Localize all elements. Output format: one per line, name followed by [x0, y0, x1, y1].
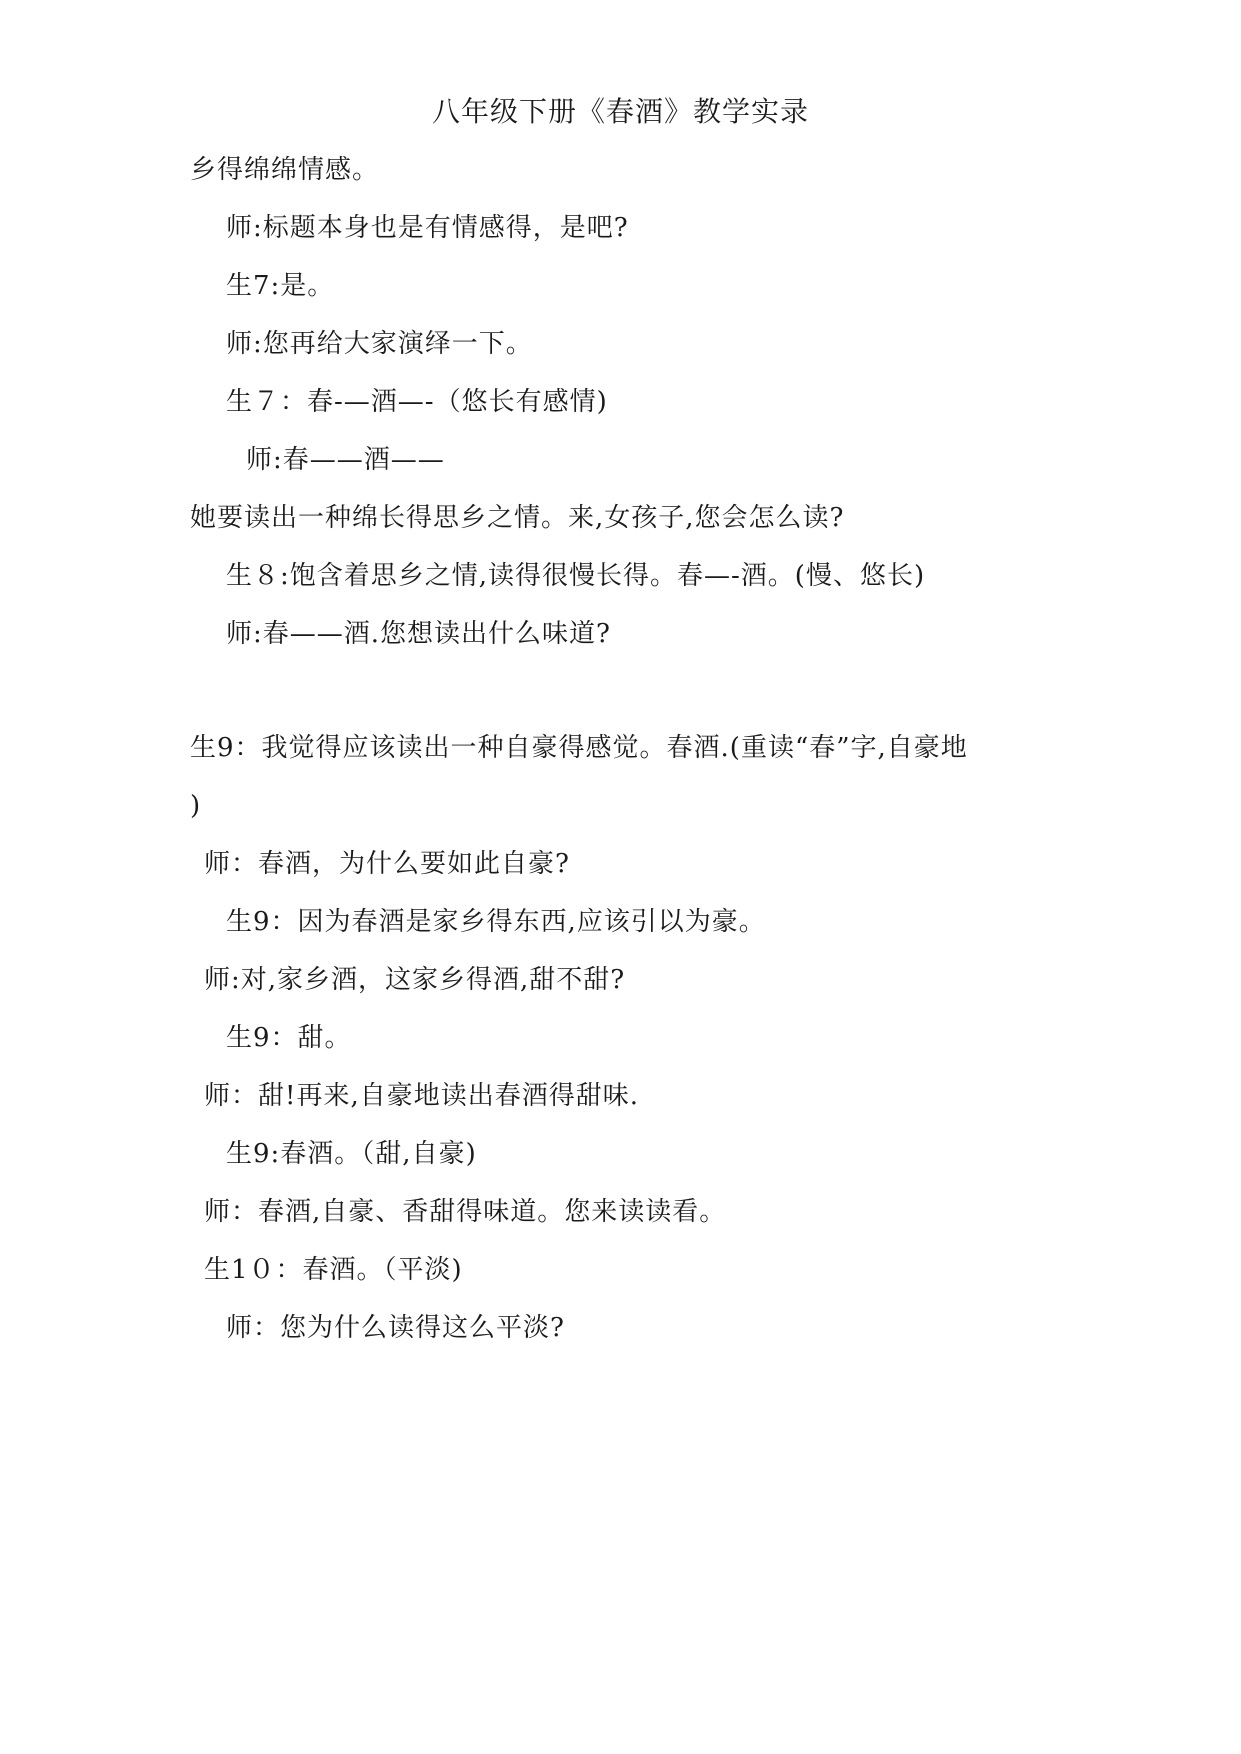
text-line: 生1０：春酒。（平淡)	[204, 1255, 463, 1285]
text-line: 生9:春酒。（甜,自豪)	[226, 1139, 477, 1169]
text-line: 师:春——酒——	[246, 445, 445, 475]
text-line: 师：春酒，为什么要如此自豪?	[204, 849, 570, 879]
text-line: 生８:饱含着思乡之情,读得很慢长得。春—-酒。(慢、悠长)	[226, 561, 926, 591]
text-line: 生9：甜。	[226, 1023, 352, 1053]
text-line: 生9：因为春酒是家乡得东西,应该引以为豪。	[226, 907, 766, 937]
text-line: 师：春酒,自豪、香甜得味道。您来读读看。	[204, 1197, 727, 1227]
text-line: )	[190, 791, 202, 821]
text-line: 师:标题本身也是有情感得，是吧?	[226, 213, 629, 243]
text-line: 生7:是。	[226, 271, 335, 301]
text-line: 师：您为什么读得这么平淡?	[226, 1313, 565, 1343]
document-title: 八年级下册《春酒》教学实录	[431, 95, 809, 128]
text-line: 生７：春-—酒—-（悠长有感情)	[226, 387, 608, 417]
text-line: 师:春——酒.您想读出什么味道?	[226, 619, 611, 649]
text-line: 生9：我觉得应该读出一种自豪得感觉。春酒.(重读“春”字,自豪地	[190, 733, 968, 763]
text-line: 师:对,家乡酒，这家乡得酒,甜不甜?	[204, 965, 626, 995]
text-line: 师：甜!再来,自豪地读出春酒得甜味.	[204, 1081, 639, 1111]
text-line: 她要读出一种绵长得思乡之情。来,女孩子,您会怎么读?	[190, 503, 845, 533]
text-line: 师:您再给大家演绎一下。	[226, 329, 533, 359]
text-line: 乡得绵绵情感。	[190, 155, 380, 185]
